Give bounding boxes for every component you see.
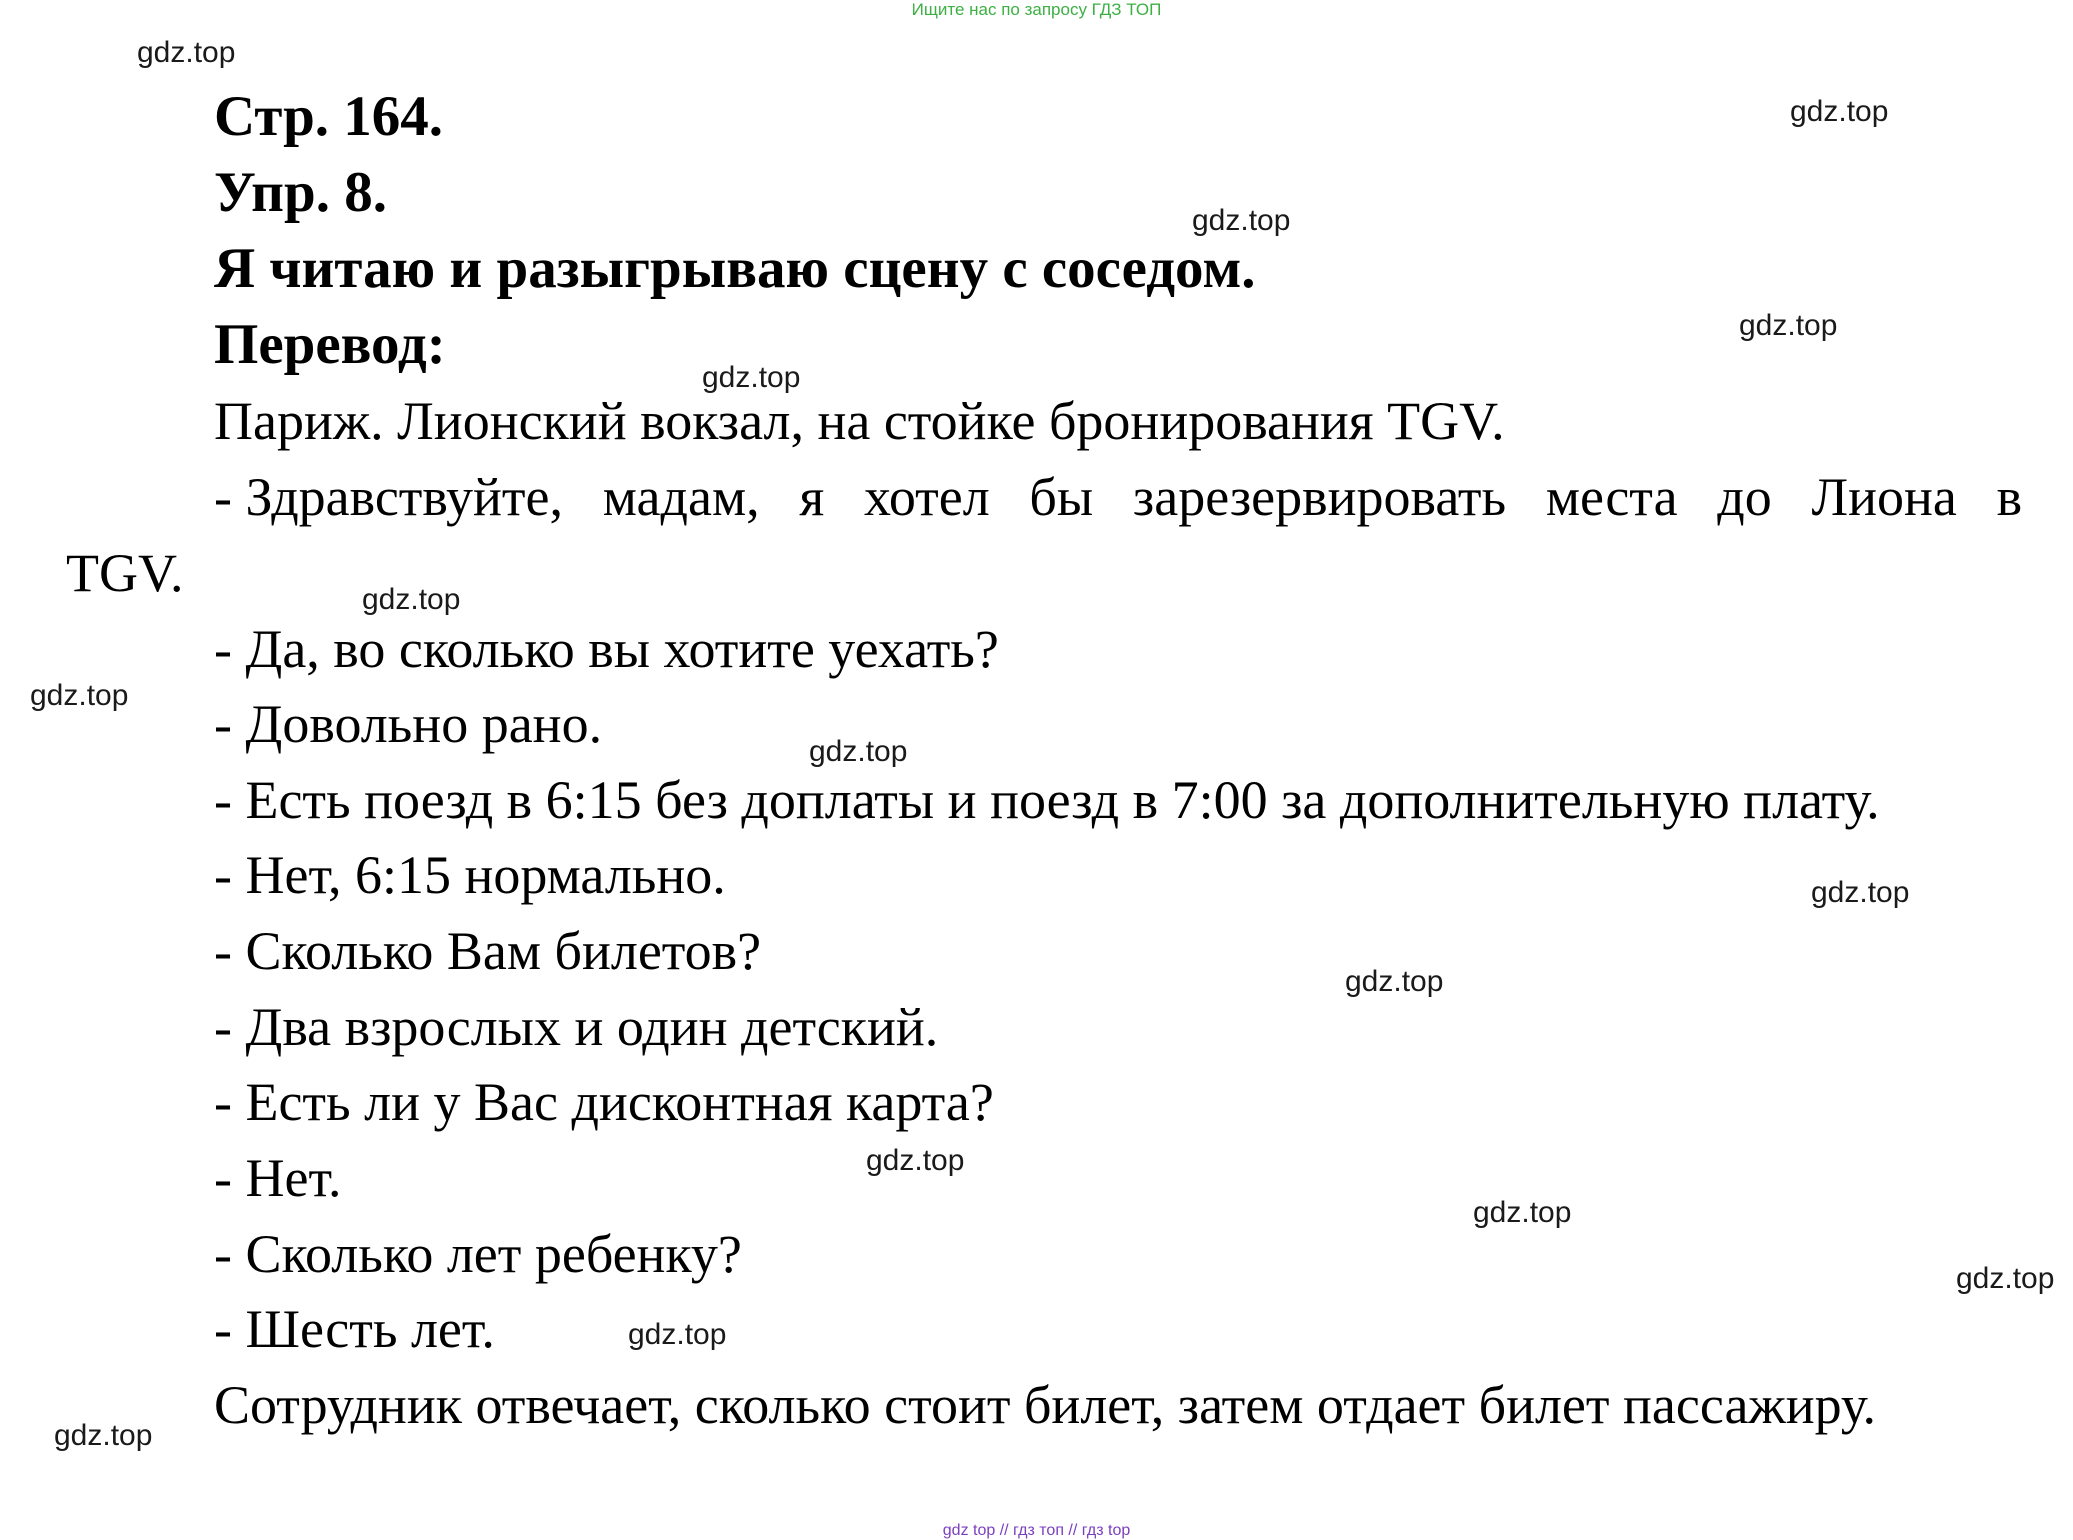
dialogue-line: - Нет, 6:15 нормально. xyxy=(214,845,726,905)
footer-watermark: gdz top // гдз топ // гдз top xyxy=(942,1522,1131,1539)
watermark: gdz.top xyxy=(1956,1262,2055,1295)
translation-heading: Перевод: xyxy=(214,313,446,376)
dialogue-line: - Есть ли у Вас дисконтная карта? xyxy=(214,1072,994,1132)
closing-line: Сотрудник отвечает, сколько стоит билет, затем отдает билет пассажиру. xyxy=(214,1375,1877,1435)
watermark: gdz.top xyxy=(1811,876,1910,909)
greeting-word: мадам, xyxy=(602,467,760,527)
greeting-word: в xyxy=(1996,467,2023,527)
dialogue-line: - Сколько Вам билетов? xyxy=(214,921,762,981)
greeting-word: бы xyxy=(1029,467,1094,527)
greeting-continuation: TGV. xyxy=(66,543,184,603)
dialogue-line: - Сколько лет ребенку? xyxy=(214,1224,742,1284)
greeting-word: до xyxy=(1717,467,1772,527)
dialogue-line: - Нет. xyxy=(214,1148,342,1208)
watermark: gdz.top xyxy=(362,583,461,616)
watermark: gdz.top xyxy=(30,679,129,712)
greeting-word: Лиона xyxy=(1811,467,1957,527)
greeting-word: - Здравствуйте, xyxy=(214,467,563,527)
watermark: gdz.top xyxy=(866,1144,965,1177)
watermark: gdz.top xyxy=(702,361,801,394)
dialogue-line: - Есть поезд в 6:15 без доплаты и поезд в 7:00 за дополнительную плату. xyxy=(214,770,1880,830)
watermark: gdz.top xyxy=(809,735,908,768)
watermark: gdz.top xyxy=(628,1318,727,1351)
dialogue-line: - Шесть лет. xyxy=(214,1299,495,1359)
greeting-word: места xyxy=(1545,467,1678,527)
watermark: gdz.top xyxy=(1790,95,1889,128)
watermark: gdz.top xyxy=(1739,309,1838,342)
greeting-line xyxy=(214,467,2023,527)
watermark: gdz.top xyxy=(137,36,236,69)
watermark: gdz.top xyxy=(1192,204,1291,237)
greeting-word: зарезервировать xyxy=(1132,467,1507,527)
dialogue-line: - Довольно рано. xyxy=(214,694,603,754)
greeting-word: я xyxy=(799,467,825,527)
page-number-heading: Стр. 164. xyxy=(214,85,444,148)
exercise-number-heading: Упр. 8. xyxy=(214,161,387,224)
watermark: gdz.top xyxy=(1473,1196,1572,1229)
dialogue-line: - Да, во сколько вы хотите уехать? xyxy=(214,619,999,679)
watermark: gdz.top xyxy=(54,1419,153,1452)
watermark: gdz.top xyxy=(1345,965,1444,998)
dialogue-line: - Два взрослых и один детский. xyxy=(214,997,939,1057)
greeting-word: хотел xyxy=(863,467,990,527)
intro-line: Париж. Лионский вокзал, на стойке бронирования TGV. xyxy=(214,391,1505,451)
top-banner: Ищите нас по запросу ГДЗ ТОП xyxy=(911,0,1162,19)
task-heading: Я читаю и разыгрываю сцену с соседом. xyxy=(214,237,1256,300)
